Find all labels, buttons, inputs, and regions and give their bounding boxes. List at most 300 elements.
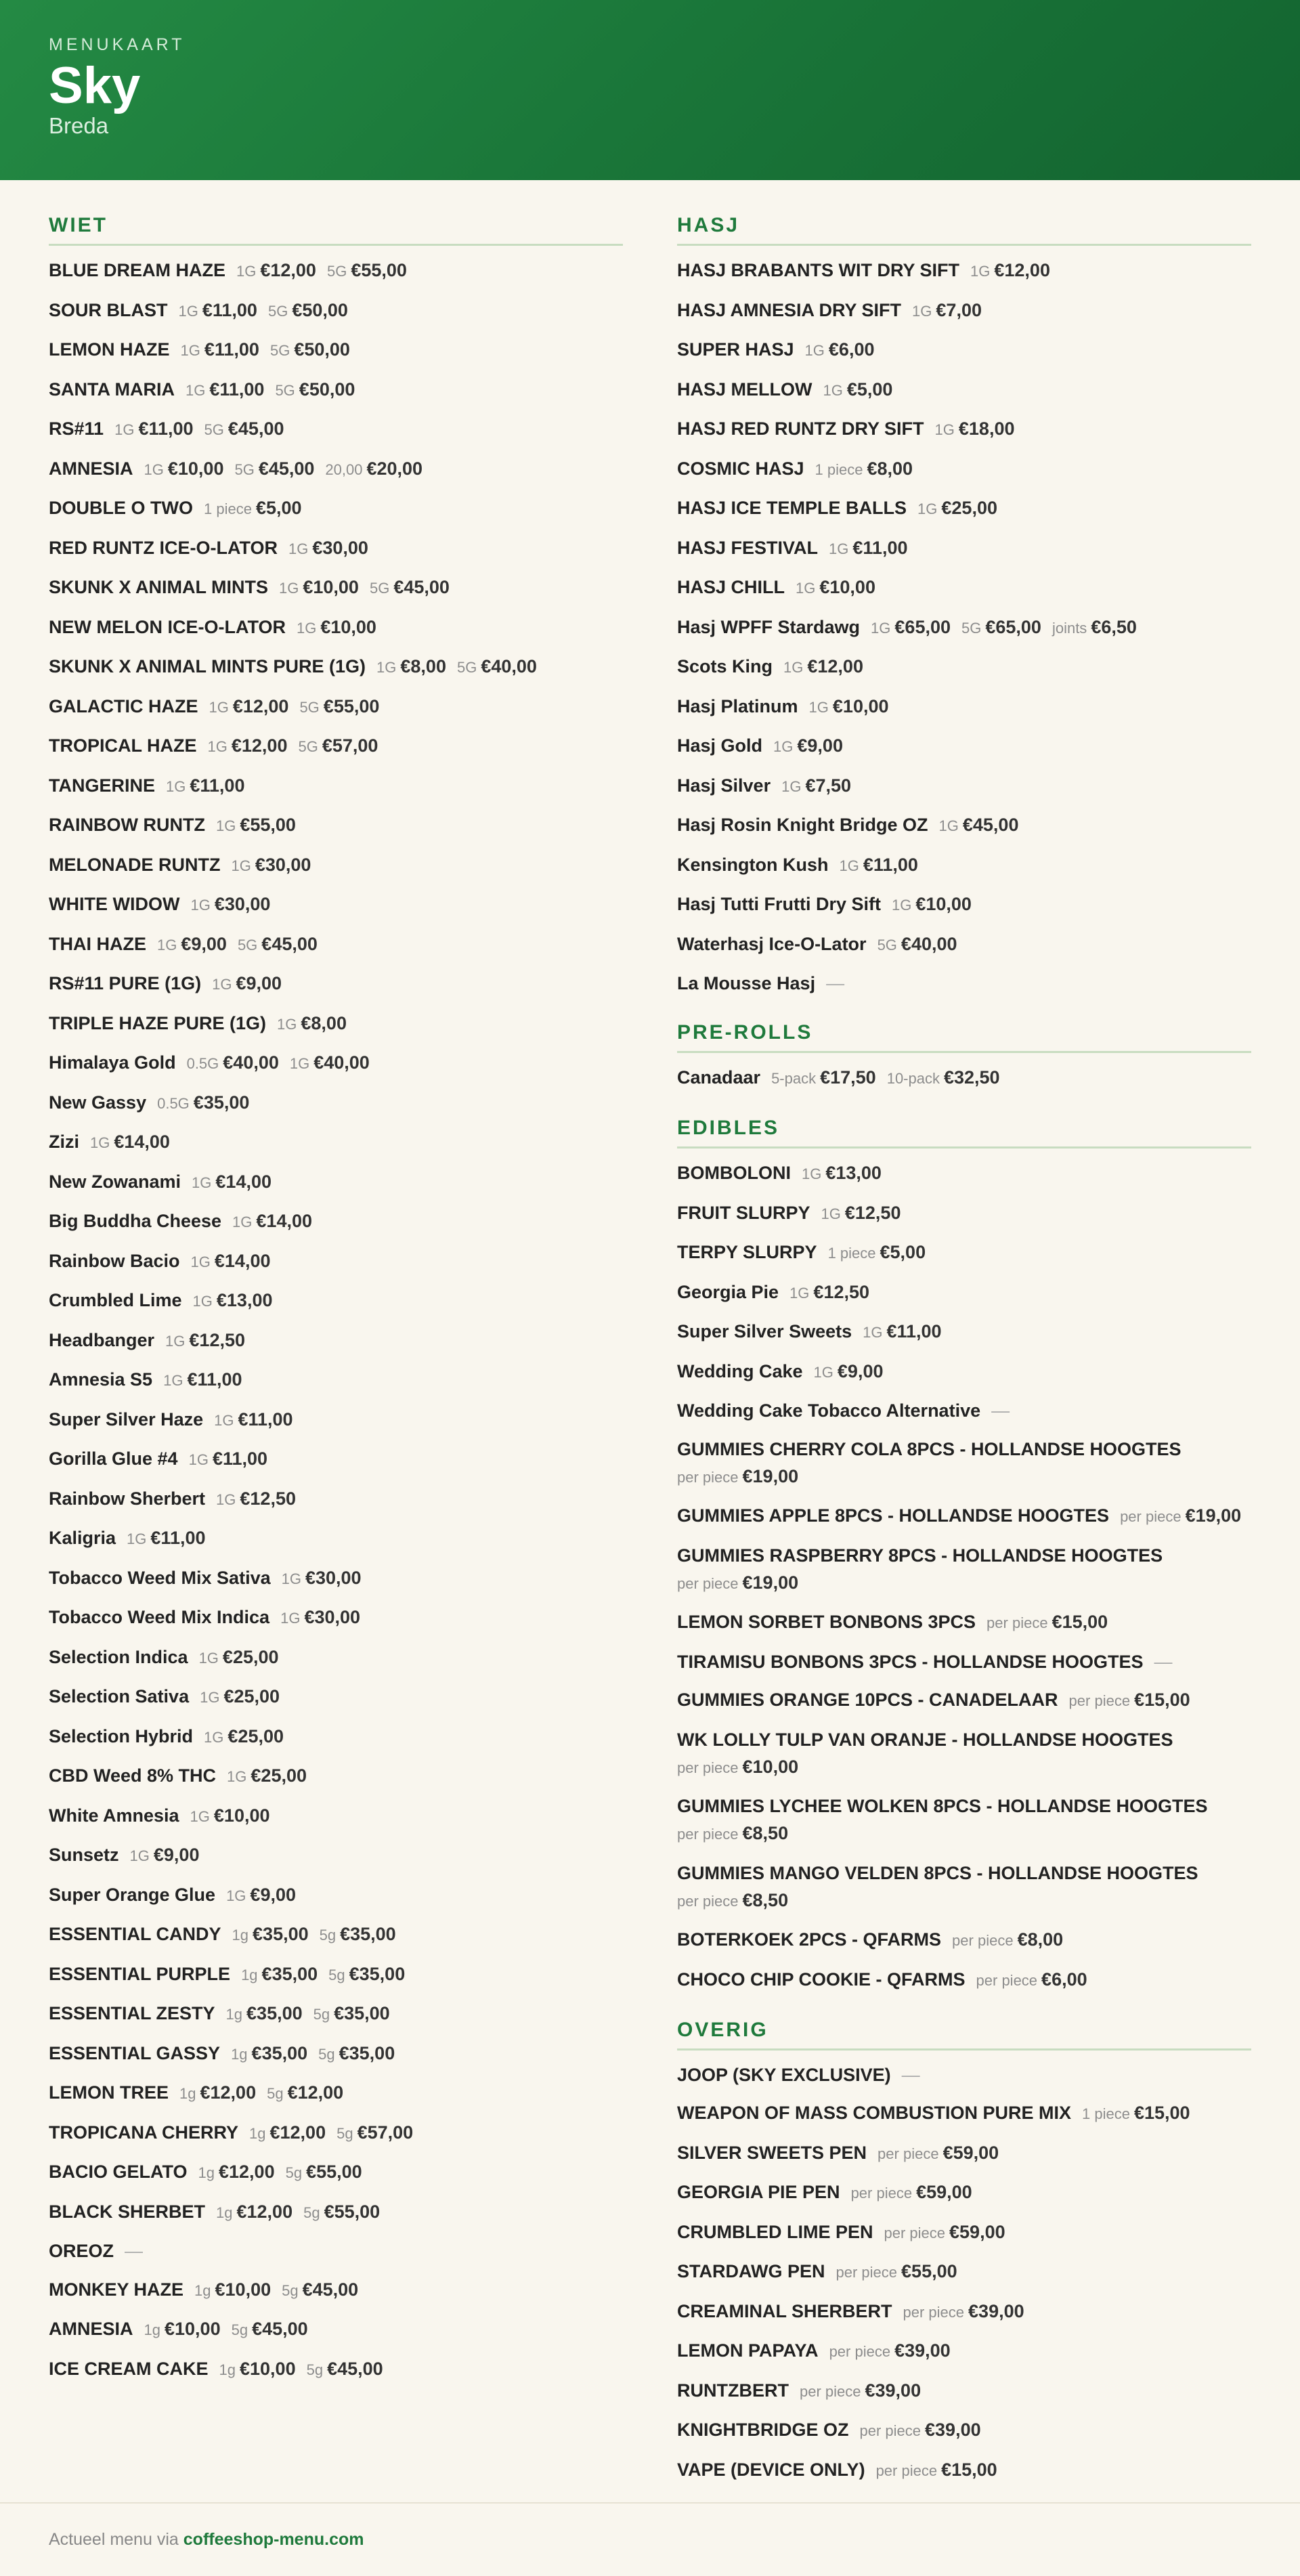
item-name: Kaligria <box>49 1528 116 1548</box>
price-option <box>204 1726 284 1746</box>
price-amount: €11,00 <box>852 537 908 558</box>
price-option <box>677 1572 798 1593</box>
price-amount: €11,00 <box>212 1448 268 1469</box>
price-option <box>165 1330 245 1350</box>
menu-item <box>677 455 1251 484</box>
price-amount: €14,00 <box>256 1211 312 1231</box>
price-option <box>208 735 288 756</box>
price-amount: €59,00 <box>949 2221 1005 2242</box>
price-unit: 1G <box>216 1490 236 1508</box>
item-prices <box>867 2143 999 2163</box>
menu-item <box>677 1648 1251 1675</box>
price-amount: €55,00 <box>901 2261 957 2281</box>
item-prices <box>677 1463 1251 1491</box>
price-option <box>800 2380 921 2401</box>
price-amount: €59,00 <box>916 2182 972 2202</box>
price-amount: €14,00 <box>214 1250 271 1271</box>
item-prices <box>804 458 913 479</box>
menu-item <box>677 1279 1251 1307</box>
menu-item <box>49 1485 623 1514</box>
price-option <box>192 1172 272 1192</box>
item-prices <box>794 339 875 360</box>
price-option <box>193 1290 273 1310</box>
item-prices <box>205 815 296 835</box>
menu-item <box>677 336 1251 364</box>
price-option <box>677 1466 798 1486</box>
item-prices <box>201 973 282 993</box>
price-amount: €35,00 <box>334 2003 390 2023</box>
price-option <box>114 418 193 439</box>
price-amount: €55,00 <box>324 2201 381 2222</box>
price-amount: €35,00 <box>193 1092 250 1113</box>
menu-item <box>677 732 1251 760</box>
price-option <box>231 855 311 875</box>
price-unit: 5G <box>269 342 290 359</box>
item-prices <box>873 2222 1005 2242</box>
menu-section-hasj <box>677 214 1251 997</box>
item-name: Tobacco Weed Mix Indica <box>49 1607 270 1627</box>
item-name: Wedding Cake Tobacco Alternative <box>677 1400 981 1421</box>
section-title: WIET <box>49 214 623 246</box>
item-name: BOMBOLONI <box>677 1163 791 1183</box>
item-name: GUMMIES RASPBERRY 8PCS - HOLLANDSE HOOGTES <box>677 1545 1163 1566</box>
menu-item <box>49 614 623 642</box>
price-unit: 1G <box>200 1689 220 1706</box>
menu-item <box>677 1239 1251 1267</box>
item-prices <box>771 775 851 796</box>
item-name: Big Buddha Cheese <box>49 1211 222 1231</box>
menu-section-wiet <box>49 214 623 2384</box>
menu-item <box>677 970 1251 997</box>
menu-item <box>49 1010 623 1038</box>
price-unit: 5g <box>328 1966 345 1983</box>
price-unit: 1g <box>225 2006 243 2023</box>
menu-item <box>49 376 623 404</box>
price-option <box>127 1528 205 1548</box>
price-unit: 1G <box>212 976 232 993</box>
price-option <box>268 300 348 320</box>
item-prices <box>215 2003 390 2023</box>
price-option <box>199 1647 279 1667</box>
price-option <box>191 1251 271 1271</box>
item-prices <box>928 815 1019 835</box>
price-option <box>781 775 851 796</box>
price-amount: €45,00 <box>258 458 315 479</box>
menu-item <box>677 653 1251 681</box>
price-unit: 1G <box>232 1214 253 1230</box>
item-prices <box>181 1172 272 1192</box>
item-prices <box>789 2380 921 2401</box>
price-option <box>181 339 259 360</box>
price-option <box>186 379 264 400</box>
price-option <box>320 1924 396 1944</box>
price-amount: €39,00 <box>894 2340 951 2361</box>
price-amount: €9,00 <box>153 1845 200 1865</box>
price-unit: 1G <box>821 1205 841 1222</box>
price-amount: €19,00 <box>742 1465 799 1486</box>
price-unit: per piece <box>976 1971 1038 1989</box>
unavailable-mark: — <box>991 1400 1010 1421</box>
price-unit: per piece <box>677 1892 739 1910</box>
price-unit: 5g <box>337 2124 353 2142</box>
menu-item <box>49 1960 623 1989</box>
item-name: TIRAMISU BONBONS 3PCS - HOLLANDSE HOOGTES <box>677 1651 1144 1672</box>
menu-item <box>677 2377 1251 2405</box>
price-unit: 1G <box>934 421 955 438</box>
item-prices <box>677 1820 1251 1848</box>
item-name: NEW MELON ICE-O-LATOR <box>49 616 286 637</box>
price-option <box>280 1607 360 1627</box>
price-unit: 1G <box>127 1530 147 1547</box>
item-name: GALACTIC HAZE <box>49 695 198 716</box>
price-option <box>231 2043 307 2063</box>
price-option <box>303 2202 380 2222</box>
item-name: CREAMINAL SHERBERT <box>677 2300 892 2321</box>
item-name: GUMMIES CHERRY COLA 8PCS - HOLLANDSE HOOGTES <box>677 1438 1182 1459</box>
menu-item <box>49 1644 623 1672</box>
price-amount: €5,00 <box>255 498 302 518</box>
price-option <box>163 1369 242 1390</box>
price-unit: 1G <box>226 1887 246 1904</box>
unavailable-mark: — <box>1154 1651 1173 1672</box>
menu-item <box>677 1966 1251 1994</box>
price-option <box>1120 1505 1241 1526</box>
unavailable-mark: — <box>125 2241 144 2261</box>
price-amount: €17,50 <box>820 1067 876 1088</box>
price-amount: €13,00 <box>216 1290 273 1310</box>
menu-item <box>677 890 1251 919</box>
price-unit: 1G <box>892 897 912 914</box>
menu-item <box>677 1926 1251 1954</box>
price-option <box>809 696 889 716</box>
item-name: Hasj Rosin Knight Bridge OZ <box>677 815 928 835</box>
item-name: AMNESIA <box>49 2319 133 2339</box>
price-option <box>917 498 997 518</box>
menu-item <box>49 1604 623 1632</box>
item-name: GUMMIES MANGO VELDEN 8PCS - HOLLANDSE HOOGTES <box>677 1862 1198 1883</box>
item-name: LEMON TREE <box>49 2082 169 2103</box>
item-name: AMNESIA <box>49 458 133 479</box>
page-footer <box>0 2502 1300 2576</box>
item-name: Georgia Pie <box>677 1281 779 1302</box>
item-name: Kensington Kush <box>677 854 829 875</box>
price-amount: €11,00 <box>190 775 245 796</box>
price-option <box>328 1964 405 1984</box>
item-prices <box>677 1887 1251 1915</box>
price-amount: €6,00 <box>1041 1969 1087 1990</box>
menu-item <box>677 2258 1251 2286</box>
item-prices <box>812 379 893 400</box>
price-unit: 1G <box>185 381 206 399</box>
price-unit: 5G <box>877 936 897 953</box>
price-option <box>277 1013 347 1033</box>
item-name: HASJ AMNESIA DRY SIFT <box>677 299 902 320</box>
item-name: TERPY SLURPY <box>677 1242 817 1262</box>
item-prices <box>852 1321 941 1341</box>
price-amount: €12,00 <box>269 2122 326 2143</box>
price-unit: 1 piece <box>1082 2105 1130 2122</box>
item-name: RUNTZBERT <box>677 2380 789 2401</box>
price-option <box>1052 617 1137 637</box>
menu-item <box>49 1445 623 1474</box>
item-name: Super Silver Sweets <box>677 1321 852 1341</box>
price-amount: €5,00 <box>846 379 893 400</box>
menu-item <box>677 1860 1251 1915</box>
price-amount: €15,00 <box>1133 2103 1190 2123</box>
price-unit: 1G <box>190 897 211 914</box>
item-name: BOTERKOEK 2PCS - QFARMS <box>677 1929 942 1950</box>
menu-item <box>49 2158 623 2187</box>
item-prices <box>221 1211 312 1231</box>
item-name: Hasj Gold <box>677 735 763 756</box>
price-option <box>286 2162 362 2182</box>
menu-item <box>677 574 1251 602</box>
item-prices <box>1071 2103 1190 2123</box>
item-prices <box>865 2460 997 2480</box>
price-amount: €11,00 <box>863 854 918 875</box>
menu-item <box>677 2218 1251 2247</box>
item-name: RS#11 PURE (1G) <box>49 973 202 993</box>
price-unit: 5G <box>234 460 255 478</box>
item-name: BLUE DREAM HAZE <box>49 260 225 280</box>
item-name: JOOP (SKY EXCLUSIVE) <box>677 2064 891 2085</box>
item-name: New Gassy <box>49 1092 147 1113</box>
item-prices <box>1058 1690 1190 1710</box>
item-name: BLACK SHERBET <box>49 2201 206 2222</box>
item-prices <box>198 696 379 716</box>
price-unit: 5-pack <box>771 1070 817 1087</box>
item-name: WHITE WIDOW <box>49 894 180 914</box>
price-option <box>299 696 379 716</box>
price-option <box>214 1409 292 1430</box>
item-name: GUMMIES LYCHEE WOLKEN 8PCS - HOLLANDSE HOOGTES <box>677 1796 1208 1816</box>
price-unit: 1G <box>166 777 186 795</box>
price-option <box>327 260 407 280</box>
price-option <box>200 1686 280 1706</box>
item-prices <box>176 1052 370 1073</box>
item-name: WEAPON OF MASS COMBUSTION PURE MIX <box>677 2103 1072 2123</box>
price-amount: €32,50 <box>943 1067 1000 1088</box>
price-unit: per piece <box>884 2224 946 2241</box>
item-prices <box>785 577 875 597</box>
item-name: TRIPLE HAZE PURE (1G) <box>49 1012 267 1033</box>
price-unit: 1G <box>376 659 397 676</box>
price-option <box>878 2143 999 2163</box>
menu-column-right <box>677 214 1251 2495</box>
price-amount: €11,00 <box>209 379 265 400</box>
price-option <box>282 2279 358 2300</box>
price-unit: 1G <box>190 1807 210 1825</box>
price-unit: 1G <box>871 619 891 637</box>
menu-item <box>49 494 623 523</box>
price-unit: per piece <box>836 2264 898 2281</box>
price-unit: 1G <box>190 1253 211 1270</box>
item-prices <box>791 1163 882 1183</box>
item-prices <box>271 1568 362 1588</box>
menu-item <box>49 2000 623 2028</box>
menu-item <box>49 297 623 325</box>
price-unit: 1g <box>179 2085 196 2102</box>
item-prices <box>230 1964 405 1984</box>
price-option <box>821 1203 901 1223</box>
item-name: New Zowanami <box>49 1171 181 1192</box>
item-name: Hasj WPFF Stardawg <box>677 616 861 637</box>
price-unit: 1G <box>192 1293 213 1310</box>
price-option <box>370 577 450 597</box>
price-unit: 5G <box>961 619 982 637</box>
price-option <box>952 1929 1063 1950</box>
menu-item <box>49 1683 623 1711</box>
unavailable-mark: — <box>901 2064 920 2085</box>
price-unit: 1G <box>839 857 859 874</box>
price-option <box>789 1282 869 1302</box>
price-unit: 20,00 <box>325 460 363 478</box>
item-prices <box>169 2082 343 2103</box>
price-amount: €30,00 <box>304 1607 361 1627</box>
item-prices <box>183 2279 358 2300</box>
price-amount: €25,00 <box>941 498 997 518</box>
item-name: ESSENTIAL ZESTY <box>49 2003 215 2023</box>
price-option <box>1082 2103 1190 2123</box>
price-option <box>805 339 875 360</box>
price-option <box>241 1964 318 1984</box>
price-amount: €40,00 <box>313 1052 370 1073</box>
price-option <box>219 2359 296 2379</box>
price-unit: 5g <box>319 1927 337 1944</box>
item-prices <box>154 1330 245 1350</box>
price-unit: 1G <box>912 302 932 320</box>
price-unit: per piece <box>829 2343 891 2360</box>
price-unit: 1G <box>773 738 794 755</box>
price-option <box>976 1969 1087 1990</box>
item-name: White Amnesia <box>49 1805 179 1826</box>
price-option <box>194 2279 271 2300</box>
section-title: HASJ <box>677 214 1251 246</box>
section-title: OVERIG <box>677 2019 1251 2051</box>
price-option <box>887 1067 1000 1088</box>
menu-columns <box>0 214 1300 2495</box>
price-unit: 1G <box>188 1451 209 1468</box>
item-name: ESSENTIAL GASSY <box>49 2042 221 2063</box>
price-amount: €14,00 <box>114 1132 170 1152</box>
price-unit: 5G <box>275 381 295 399</box>
menu-item <box>49 1168 623 1197</box>
menu-item <box>49 2198 623 2227</box>
menu-item <box>49 1089 623 1117</box>
price-option <box>871 617 951 637</box>
item-prices <box>366 656 537 677</box>
item-prices <box>188 2162 362 2182</box>
item-prices <box>798 696 889 716</box>
menu-item <box>677 1358 1251 1386</box>
item-name: Super Orange Glue <box>49 1884 216 1905</box>
price-amount: €12,50 <box>813 1281 870 1302</box>
item-prices <box>840 2182 972 2202</box>
price-unit: 1G <box>279 580 299 597</box>
price-unit: 1G <box>789 1284 810 1302</box>
price-unit: 1G <box>813 1363 833 1381</box>
item-name: HASJ RED RUNTZ DRY SIFT <box>677 418 924 439</box>
item-name: HASJ MELLOW <box>677 379 812 400</box>
menu-item <box>49 1406 623 1434</box>
price-option <box>226 2003 303 2023</box>
price-option <box>279 577 359 597</box>
price-amount: €10,00 <box>213 1805 270 1826</box>
price-option <box>232 1924 309 1944</box>
item-prices <box>119 1845 200 1865</box>
price-option <box>840 855 918 875</box>
price-unit: 1g <box>216 2204 233 2221</box>
price-amount: €35,00 <box>339 2042 395 2063</box>
price-unit: 1G <box>114 421 135 438</box>
price-unit: per piece <box>677 1574 739 1592</box>
menu-item <box>677 376 1251 404</box>
item-prices <box>966 1969 1087 1990</box>
price-option <box>187 1052 279 1073</box>
item-name: RED RUNTZ ICE-O-LATOR <box>49 537 278 558</box>
item-prices <box>203 1409 292 1430</box>
item-prices <box>146 934 318 954</box>
price-amount: €45,00 <box>252 2319 308 2339</box>
price-amount: €10,00 <box>303 577 359 597</box>
menu-item <box>677 1502 1251 1530</box>
price-amount: €12,00 <box>994 260 1050 280</box>
price-unit: 1G <box>227 1768 247 1785</box>
item-prices <box>803 1361 884 1381</box>
price-amount: €8,00 <box>867 458 913 479</box>
price-amount: €6,50 <box>1091 616 1137 637</box>
price-amount: €11,00 <box>150 1528 206 1548</box>
item-name: TROPICANA CHERRY <box>49 2122 239 2143</box>
menu-item <box>677 614 1251 642</box>
price-option <box>282 1568 362 1588</box>
item-prices <box>976 1612 1108 1632</box>
price-option <box>157 1092 249 1113</box>
price-unit: 1G <box>204 1728 224 1746</box>
price-amount: €35,00 <box>349 1963 406 1984</box>
menu-item <box>49 2040 623 2068</box>
item-prices <box>266 1013 347 1033</box>
item-name: GUMMIES APPLE 8PCS - HOLLANDSE HOOGTES <box>677 1505 1110 1526</box>
menu-item <box>677 494 1251 523</box>
item-name: Headbanger <box>49 1329 155 1350</box>
menu-item <box>677 297 1251 325</box>
price-unit: 1G <box>289 1055 310 1072</box>
price-amount: €10,00 <box>819 577 875 597</box>
menu-item <box>677 2456 1251 2485</box>
price-amount: €57,00 <box>357 2122 414 2143</box>
price-unit: 1G <box>165 1332 186 1350</box>
price-option <box>903 2301 1024 2321</box>
price-option <box>892 894 972 914</box>
item-name: SILVER SWEETS PEN <box>677 2142 867 2163</box>
menu-item <box>49 1366 623 1394</box>
menu-item <box>677 1793 1251 1848</box>
price-option <box>829 538 907 558</box>
item-prices <box>849 2420 981 2440</box>
item-name: RS#11 <box>49 418 104 439</box>
footer-link[interactable]: coffeeshop-menu.com <box>183 2530 364 2549</box>
item-prices <box>677 1569 1251 1597</box>
menu-item <box>49 2079 623 2107</box>
price-amount: €12,50 <box>240 1488 296 1509</box>
section-title: EDIBLES <box>677 1117 1251 1149</box>
menu-item <box>677 1542 1251 1597</box>
price-unit: 5g <box>303 2204 320 2221</box>
item-prices <box>238 2122 413 2143</box>
price-option <box>236 260 316 280</box>
item-name: CHOCO CHIP COOKIE - QFARMS <box>677 1969 966 1990</box>
